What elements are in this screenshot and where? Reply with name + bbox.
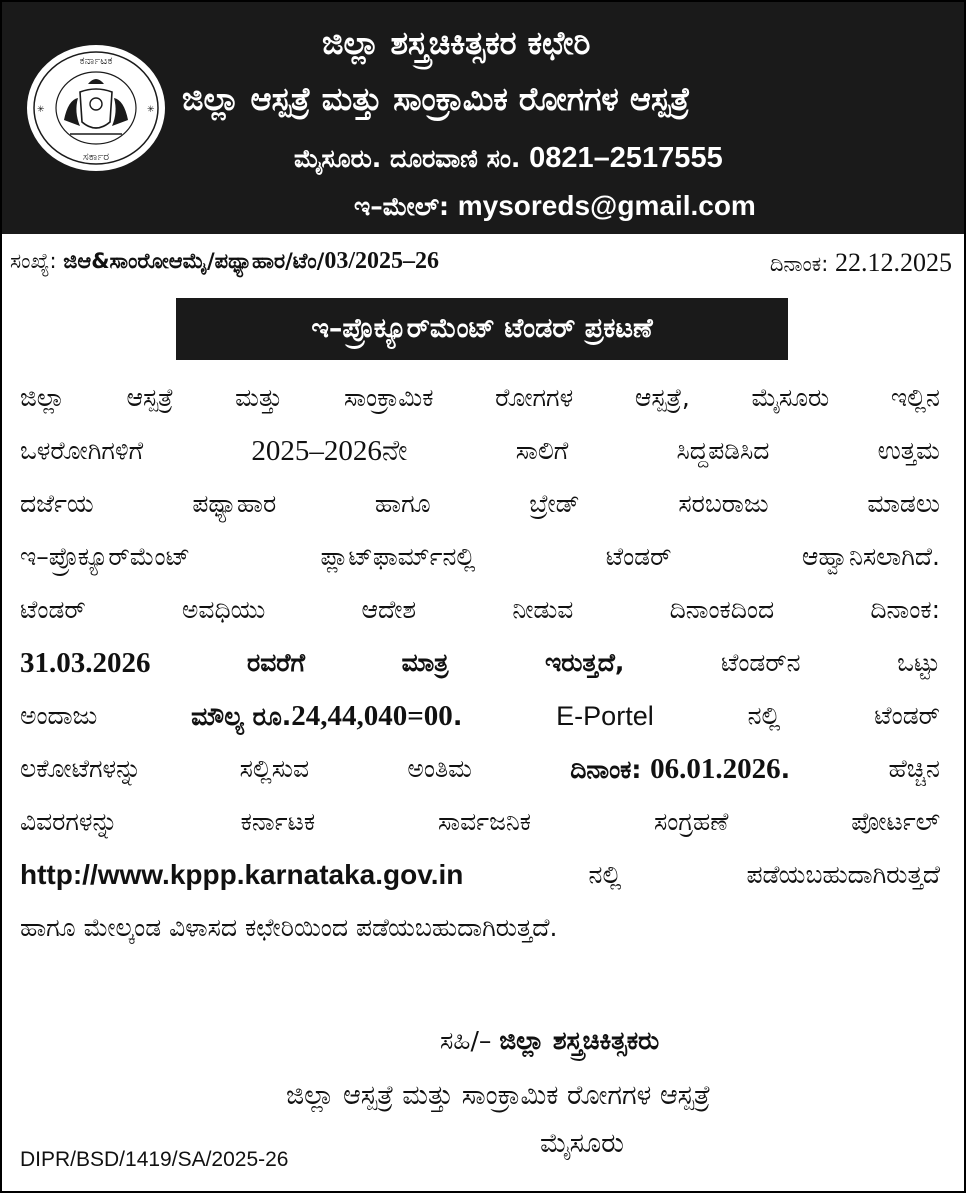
body-line	[20, 378, 940, 422]
body-line	[20, 537, 940, 581]
body-word: ಉತ್ತಮ	[877, 436, 940, 465]
body-word: ಆಸ್ಪತ್ರೆ,	[634, 383, 690, 412]
body-word: ದಿನಾಂಕದಿಂದ	[669, 595, 775, 624]
email-address: mysoreds@gmail.com	[457, 190, 756, 221]
body-word: ದಿನಾಂಕ:	[870, 595, 940, 624]
body-word: ಇರುತ್ತದೆ,	[544, 648, 625, 677]
last-date	[570, 749, 790, 793]
body-word: ದರ್ಜೆಯ	[20, 489, 94, 518]
last-date-label: ದಿನಾಂಕ:	[570, 755, 642, 784]
body-word: ಸರಬರಾಜು	[678, 489, 769, 518]
email-line	[354, 190, 756, 222]
body-line	[20, 431, 940, 475]
body-word: ಟೆಂಡರ್	[874, 701, 940, 730]
body-word: ಬ್ರೇಡ್	[529, 489, 580, 518]
body-line	[20, 484, 940, 528]
body-word: ಅಂದಾಜು	[20, 701, 98, 730]
body-word: ಜಿಲ್ಲಾ	[20, 383, 65, 412]
body-word: ವಿವರಗಳನ್ನು	[20, 807, 118, 836]
phone-label: ಮೈಸೂರು. ದೂರವಾಣಿ ಸಂ.	[294, 144, 521, 173]
body-line	[20, 696, 940, 740]
body-word: ಸಂಗ್ರಹಣೆ	[653, 807, 729, 836]
notice-header	[2, 2, 964, 234]
phone-line	[294, 142, 723, 175]
sentence-stop: .	[780, 755, 791, 784]
body-line	[20, 643, 940, 687]
body-word: ಅಂತಿಮ	[407, 754, 472, 783]
body-word: ನಲ್ಲಿ	[747, 701, 781, 730]
dipr-code: DIPR/BSD/1419/SA/2025-26	[20, 1148, 289, 1171]
karnataka-state-emblem-icon	[24, 42, 168, 174]
body-word: ಟೆಂಡರ್‌ನ	[720, 648, 801, 677]
body-word: ಕರ್ನಾಟಕ	[240, 807, 316, 836]
body-word: 2025–2026ನೇ	[251, 435, 408, 467]
body-word: ಆಸ್ಪತ್ರೆ	[126, 383, 174, 412]
signatory-office: ಜಿಲ್ಲಾ ಆಸ್ಪತ್ರೆ ಮತ್ತು ಸಾಂಕ್ರಾಮಿಕ ರೋಗಗಳ ಆಸ್ಪತ್ರೆ	[286, 1080, 711, 1111]
notice-title: ಇ–ಪ್ರೊಕ್ಯೂರ್‌ಮೆಂಟ್ ಟೆಂಡರ್ ಪ್ರಕಟಣೆ	[176, 298, 788, 360]
body-word: ರವರೆಗೆ	[247, 648, 306, 677]
body-word: ಹಾಗೂ	[374, 489, 431, 518]
signature-line	[440, 1026, 659, 1056]
body-line	[20, 908, 940, 952]
body-line	[20, 802, 940, 846]
sentence-stop: .	[452, 702, 463, 731]
value-label: ಮೌಲ್ಯ	[191, 702, 244, 731]
svg-text:✳: ✳	[147, 105, 155, 115]
body-word: ಇಲ್ಲಿನ	[890, 383, 940, 412]
reference-row	[2, 238, 964, 288]
reference-number	[10, 248, 439, 275]
body-word: ಮತ್ತು	[235, 383, 283, 412]
body-word: ಪ್ಲಾಟ್‌ಫಾರ್ಮ್‌ನಲ್ಲಿ	[320, 542, 476, 571]
last-date-value: 06.01.2026	[650, 753, 781, 785]
body-word: ಮೈಸೂರು	[751, 383, 830, 412]
body-line	[20, 855, 940, 899]
email-label: ಇ–ಮೇಲ್:	[354, 192, 450, 221]
body-word: ಒಳರೋಗಿಗಳಿಗೆ	[20, 436, 144, 465]
body-word: ಮಾಡಲು	[867, 489, 940, 518]
emblem-text-top: ಕರ್ನಾಟಕ	[79, 54, 113, 67]
body-word: ಸಿದ್ದಪಡಿಸಿದ	[676, 436, 770, 465]
body-word: ಸಾಂಕ್ರಾಮಿಕ	[343, 383, 434, 412]
body-word: ರೋಗಗಳ	[495, 383, 574, 412]
estimated-value	[191, 696, 462, 740]
currency-label: ರೂ.	[252, 702, 292, 731]
validity-end-date: 31.03.2026	[20, 647, 151, 679]
body-word: ಸಾಲಿಗೆ	[515, 436, 569, 465]
body-word: ಲಕೋಟೆಗಳನ್ನು	[20, 754, 142, 783]
body-word: ಆದೇಶ	[361, 595, 417, 624]
svg-text:✳: ✳	[37, 105, 45, 115]
signatory-designation: ಜಿಲ್ಲಾ ಶಸ್ತ್ರಚಿಕಿತ್ಸಕರು	[499, 1026, 660, 1055]
body-word: ಹಾಗೂ ಮೇಲ್ಕಂಡ ವಿಳಾಸದ ಕಛೇರಿಯಿಂದ ಪಡೆಯಬಹುದಾಗಿರುತ್ತದೆ.	[20, 913, 558, 942]
body-line	[20, 749, 940, 793]
body-word: ಮಾತ್ರ	[401, 648, 449, 677]
date-label: ದಿನಾಂಕ:	[769, 252, 829, 276]
body-word: ಅವಧಿಯು	[181, 595, 266, 624]
reference-label: ಸಂಖ್ಯೆ:	[10, 249, 57, 273]
date-value: 22.12.2025	[835, 248, 952, 277]
office-title: ಜಿಲ್ಲಾ ಶಸ್ತ್ರಚಿಕಿತ್ಸಕರ ಕಛೇರಿ	[322, 24, 591, 62]
body-word: ಹೆಚ್ಚಿನ	[888, 754, 940, 783]
portal-name: E-Portel	[556, 701, 654, 731]
reference-value	[63, 249, 439, 273]
estimated-amount: 24,44,040=00	[291, 700, 453, 732]
body-word: ಪಡೆಯಬಹುದಾಗಿರುತ್ತದೆ	[746, 860, 940, 889]
hospital-name: ಜಿಲ್ಲಾ ಆಸ್ಪತ್ರೆ ಮತ್ತು ಸಾಂಕ್ರಾಮಿಕ ರೋಗಗಳ ಆಸ್ಪತ್ರೆ	[182, 80, 691, 118]
body-word: ಸಾರ್ವಜನಿಕ	[438, 807, 532, 836]
phone-number: 0821–2517555	[529, 142, 723, 174]
issue-date	[770, 248, 952, 278]
body-word: ಒಟ್ಟು	[897, 648, 940, 677]
body-word: ಸಲ್ಲಿಸುವ	[239, 754, 310, 783]
signatory-city: ಮೈಸೂರು	[540, 1128, 624, 1159]
body-word: ಟೆಂಡರ್	[20, 595, 86, 624]
body-word: ಟೆಂಡರ್	[605, 542, 672, 571]
reference-number-value: 03/2025–26	[324, 248, 439, 274]
signed-prefix: ಸಹಿ/–	[440, 1026, 492, 1055]
body-word: ನೀಡುವ	[512, 595, 574, 624]
body-word: ಪಥ್ಯಾಹಾರ	[192, 489, 277, 518]
body-word: ಇ–ಪ್ರೊಕ್ಯೂರ್‌ಮೆಂಟ್	[20, 542, 191, 571]
reference-prefix: ಜಿಆ&ಸಾಂರೋಆಮೈ/ಪಥ್ಯಾಹಾರ/ಟೆಂ/	[63, 249, 325, 273]
body-word: ಆಹ್ವಾನಿಸಲಾಗಿದೆ.	[801, 542, 940, 571]
emblem-text-bottom: ಸರ್ಕಾರ	[82, 150, 110, 163]
body-word: ಪೋರ್ಟಲ್	[851, 807, 940, 836]
body-word: ನಲ್ಲಿ	[588, 860, 622, 889]
kppp-portal-link[interactable]: http://www.kppp.karnataka.gov.in	[20, 859, 464, 890]
body-line	[20, 590, 940, 634]
